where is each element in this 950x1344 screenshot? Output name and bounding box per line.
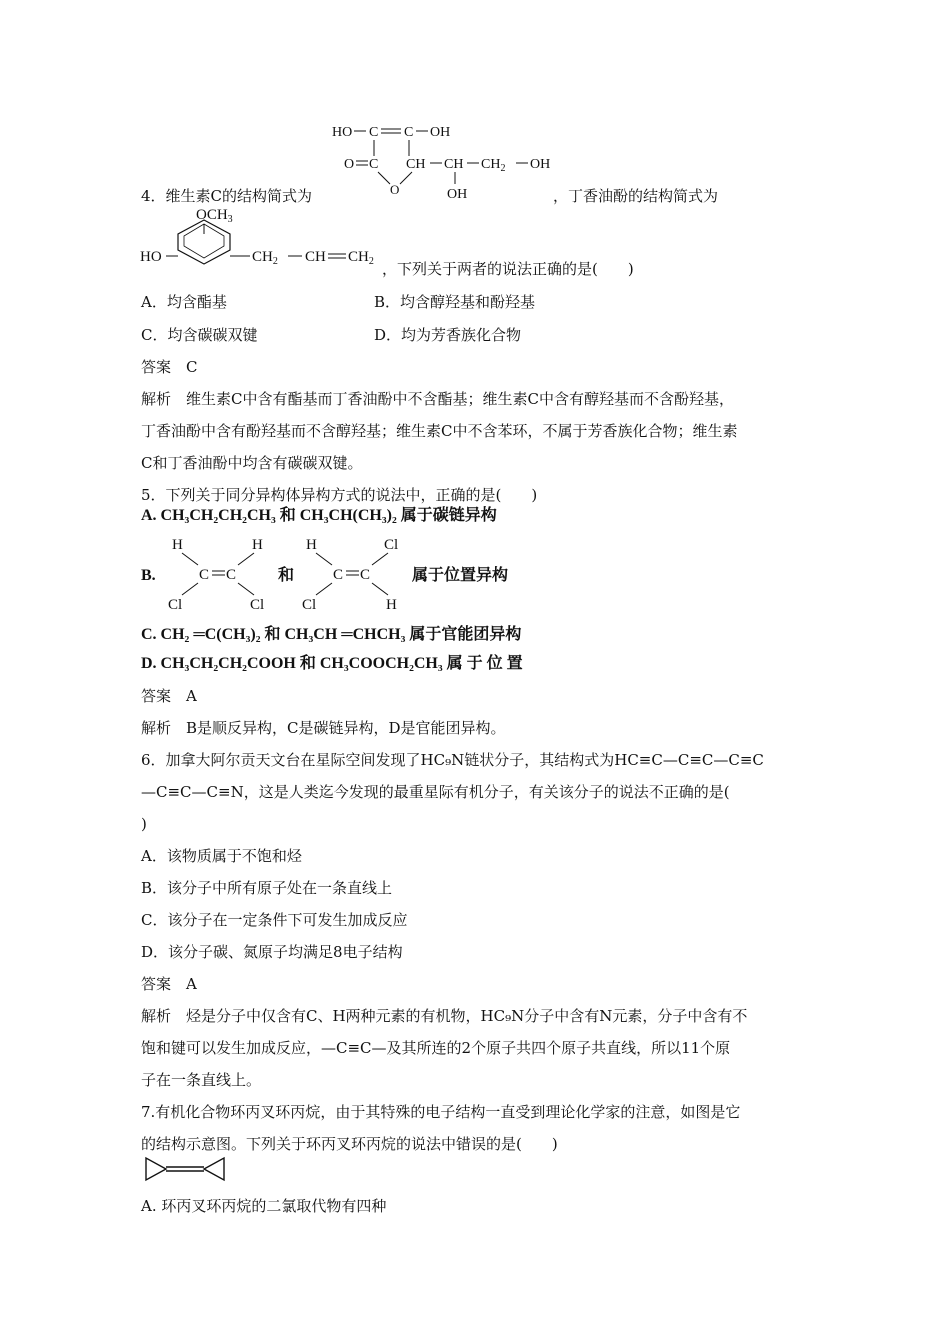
svg-text:CH2: $CH_2$ <box>348 249 374 267</box>
svg-text:C: C <box>404 125 414 140</box>
svg-text:CH2: $CH_2$ <box>481 157 506 174</box>
q5-answer: 答案 A <box>141 687 197 705</box>
svg-text:CH: CH <box>444 157 464 172</box>
svg-text:HO: HO <box>332 125 353 140</box>
q6-stem-3: ) <box>141 815 147 833</box>
svg-text:C: C <box>369 125 379 140</box>
svg-text:Cl: Cl <box>302 597 317 613</box>
vitamin-c-structure <box>330 118 560 206</box>
svg-text:OCH3: $OCH_3$ <box>196 207 233 225</box>
svg-text:H: H <box>386 597 397 613</box>
q7-stem-2: 的结构示意图。下列关于环丙叉环丙烷的说法中错误的是( ) <box>141 1135 558 1153</box>
q6-option-b: B．该分子中所有原子处在一条直线上 <box>141 879 393 897</box>
q4-stem-middle: ，丁香油酚的结构简式为 <box>553 187 719 205</box>
svg-text:C: C <box>226 567 237 583</box>
svg-text:O: O <box>344 157 355 172</box>
eugenol-structure <box>138 202 393 280</box>
svg-text:H: H <box>172 537 183 553</box>
svg-text:CH2: $CH_2$ <box>252 249 278 267</box>
q6-analysis-1: 解析 烃是分子中仅含有C、H两种元素的有机物，HC₉N分子中含有N元素，分子中含有不 <box>141 1007 748 1025</box>
svg-text:OH: OH <box>447 187 468 202</box>
q5-molecule-2 <box>296 533 408 613</box>
svg-text:Cl: Cl <box>250 597 265 613</box>
q4-answer: 答案 C <box>141 358 198 376</box>
q4-option-c: C．均含碳碳双键 <box>141 326 258 344</box>
q6-option-d: D．该分子碳、氮原子均满足8电子结构 <box>141 943 403 961</box>
svg-text:OH: OH <box>430 125 451 140</box>
svg-text:CH: CH <box>406 157 426 172</box>
q6-analysis-3: 子在一条直线上。 <box>141 1071 262 1089</box>
q6-answer: 答案 A <box>141 975 197 993</box>
q5-analysis: 解析 B是顺反异构，C是碳链异构，D是官能团异构。 <box>141 719 506 737</box>
q4-option-a: A．均含酯基 <box>141 293 227 311</box>
svg-text:C: C <box>360 567 371 583</box>
q5-option-d: D. CH₃CH₂CH₂COOH 和 CH₃COOCH₂CH₃ 属 于 位 置 <box>141 655 523 672</box>
q4-analysis-1: 解析 维生素C中含有酯基而丁香油酚中不含酯基；维生素C中含有醇羟基而不含酚羟基， <box>141 390 734 408</box>
q7-stem-1: 7.有机化合物环丙叉环丙烷，由于其特殊的电子结构一直受到理论化学家的注意，如图是它 <box>141 1103 741 1121</box>
q6-stem-1: 6．加拿大阿尔贡天文台在星际空间发现了HC₉N链状分子，其结构式为HC≡C—C≡C—C≡C <box>141 751 764 769</box>
q4-option-d: D．均为芳香族化合物 <box>374 326 522 344</box>
svg-text:C: C <box>333 567 344 583</box>
q5-option-b-and: 和 <box>278 567 295 584</box>
q4-stem-suffix: ，下列关于两者的说法正确的是( ) <box>382 260 634 278</box>
cyclopropylidenecyclopropane-structure <box>144 1155 228 1183</box>
svg-text:H: H <box>252 537 263 553</box>
q4-analysis-2: 丁香油酚中含有酚羟基而不含醇羟基；维生素C中不含苯环，不属于芳香族化合物；维生素 <box>141 422 738 440</box>
svg-text:C: C <box>369 157 379 172</box>
q5-molecule-1 <box>162 533 274 613</box>
q6-option-c: C．该分子在一定条件下可发生加成反应 <box>141 911 408 929</box>
svg-text:C: C <box>199 567 210 583</box>
q6-analysis-2: 饱和键可以发生加成反应，—C≡C—及其所连的2个原子共四个原子共直线，所以11个原 <box>141 1039 731 1057</box>
svg-text:OH: OH <box>530 157 551 172</box>
svg-text:CH: CH <box>305 249 326 265</box>
q5-option-a: A. CH₃CH₂CH₂CH₃ 和 CH₃CH(CH₃)₂ 属于碳链异构 <box>141 507 497 524</box>
q4-analysis-3: C和丁香油酚中均含有碳碳双键。 <box>141 454 363 472</box>
q4-option-b: B．均含醇羟基和酚羟基 <box>374 293 536 311</box>
svg-text:Cl: Cl <box>168 597 183 613</box>
q7-option-a: A. 环丙叉环丙烷的二氯取代物有四种 <box>141 1197 387 1215</box>
q5-option-b-label: B. <box>141 567 156 584</box>
q5-stem: 5．下列关于同分异构体异构方式的说法中，正确的是( ) <box>141 486 538 504</box>
svg-text:Cl: Cl <box>384 537 399 553</box>
q6-stem-2: —C≡C—C≡N，这是人类迄今发现的最重星际有机分子，有关该分子的说法不正确的是( <box>141 783 730 801</box>
svg-text:HO: HO <box>140 249 162 265</box>
q4-stem-prefix: 4．维生素C的结构简式为 <box>141 187 313 205</box>
svg-text:H: H <box>306 537 317 553</box>
q5-option-c: C. CH₂ ═C(CH₃)₂ 和 CH₃CH ═CHCH₃ 属于官能团异构 <box>141 626 522 643</box>
q6-option-a: A．该物质属于不饱和烃 <box>141 847 302 865</box>
svg-text:O: O <box>390 182 400 197</box>
q5-option-b-tail: 属于位置异构 <box>412 567 509 584</box>
